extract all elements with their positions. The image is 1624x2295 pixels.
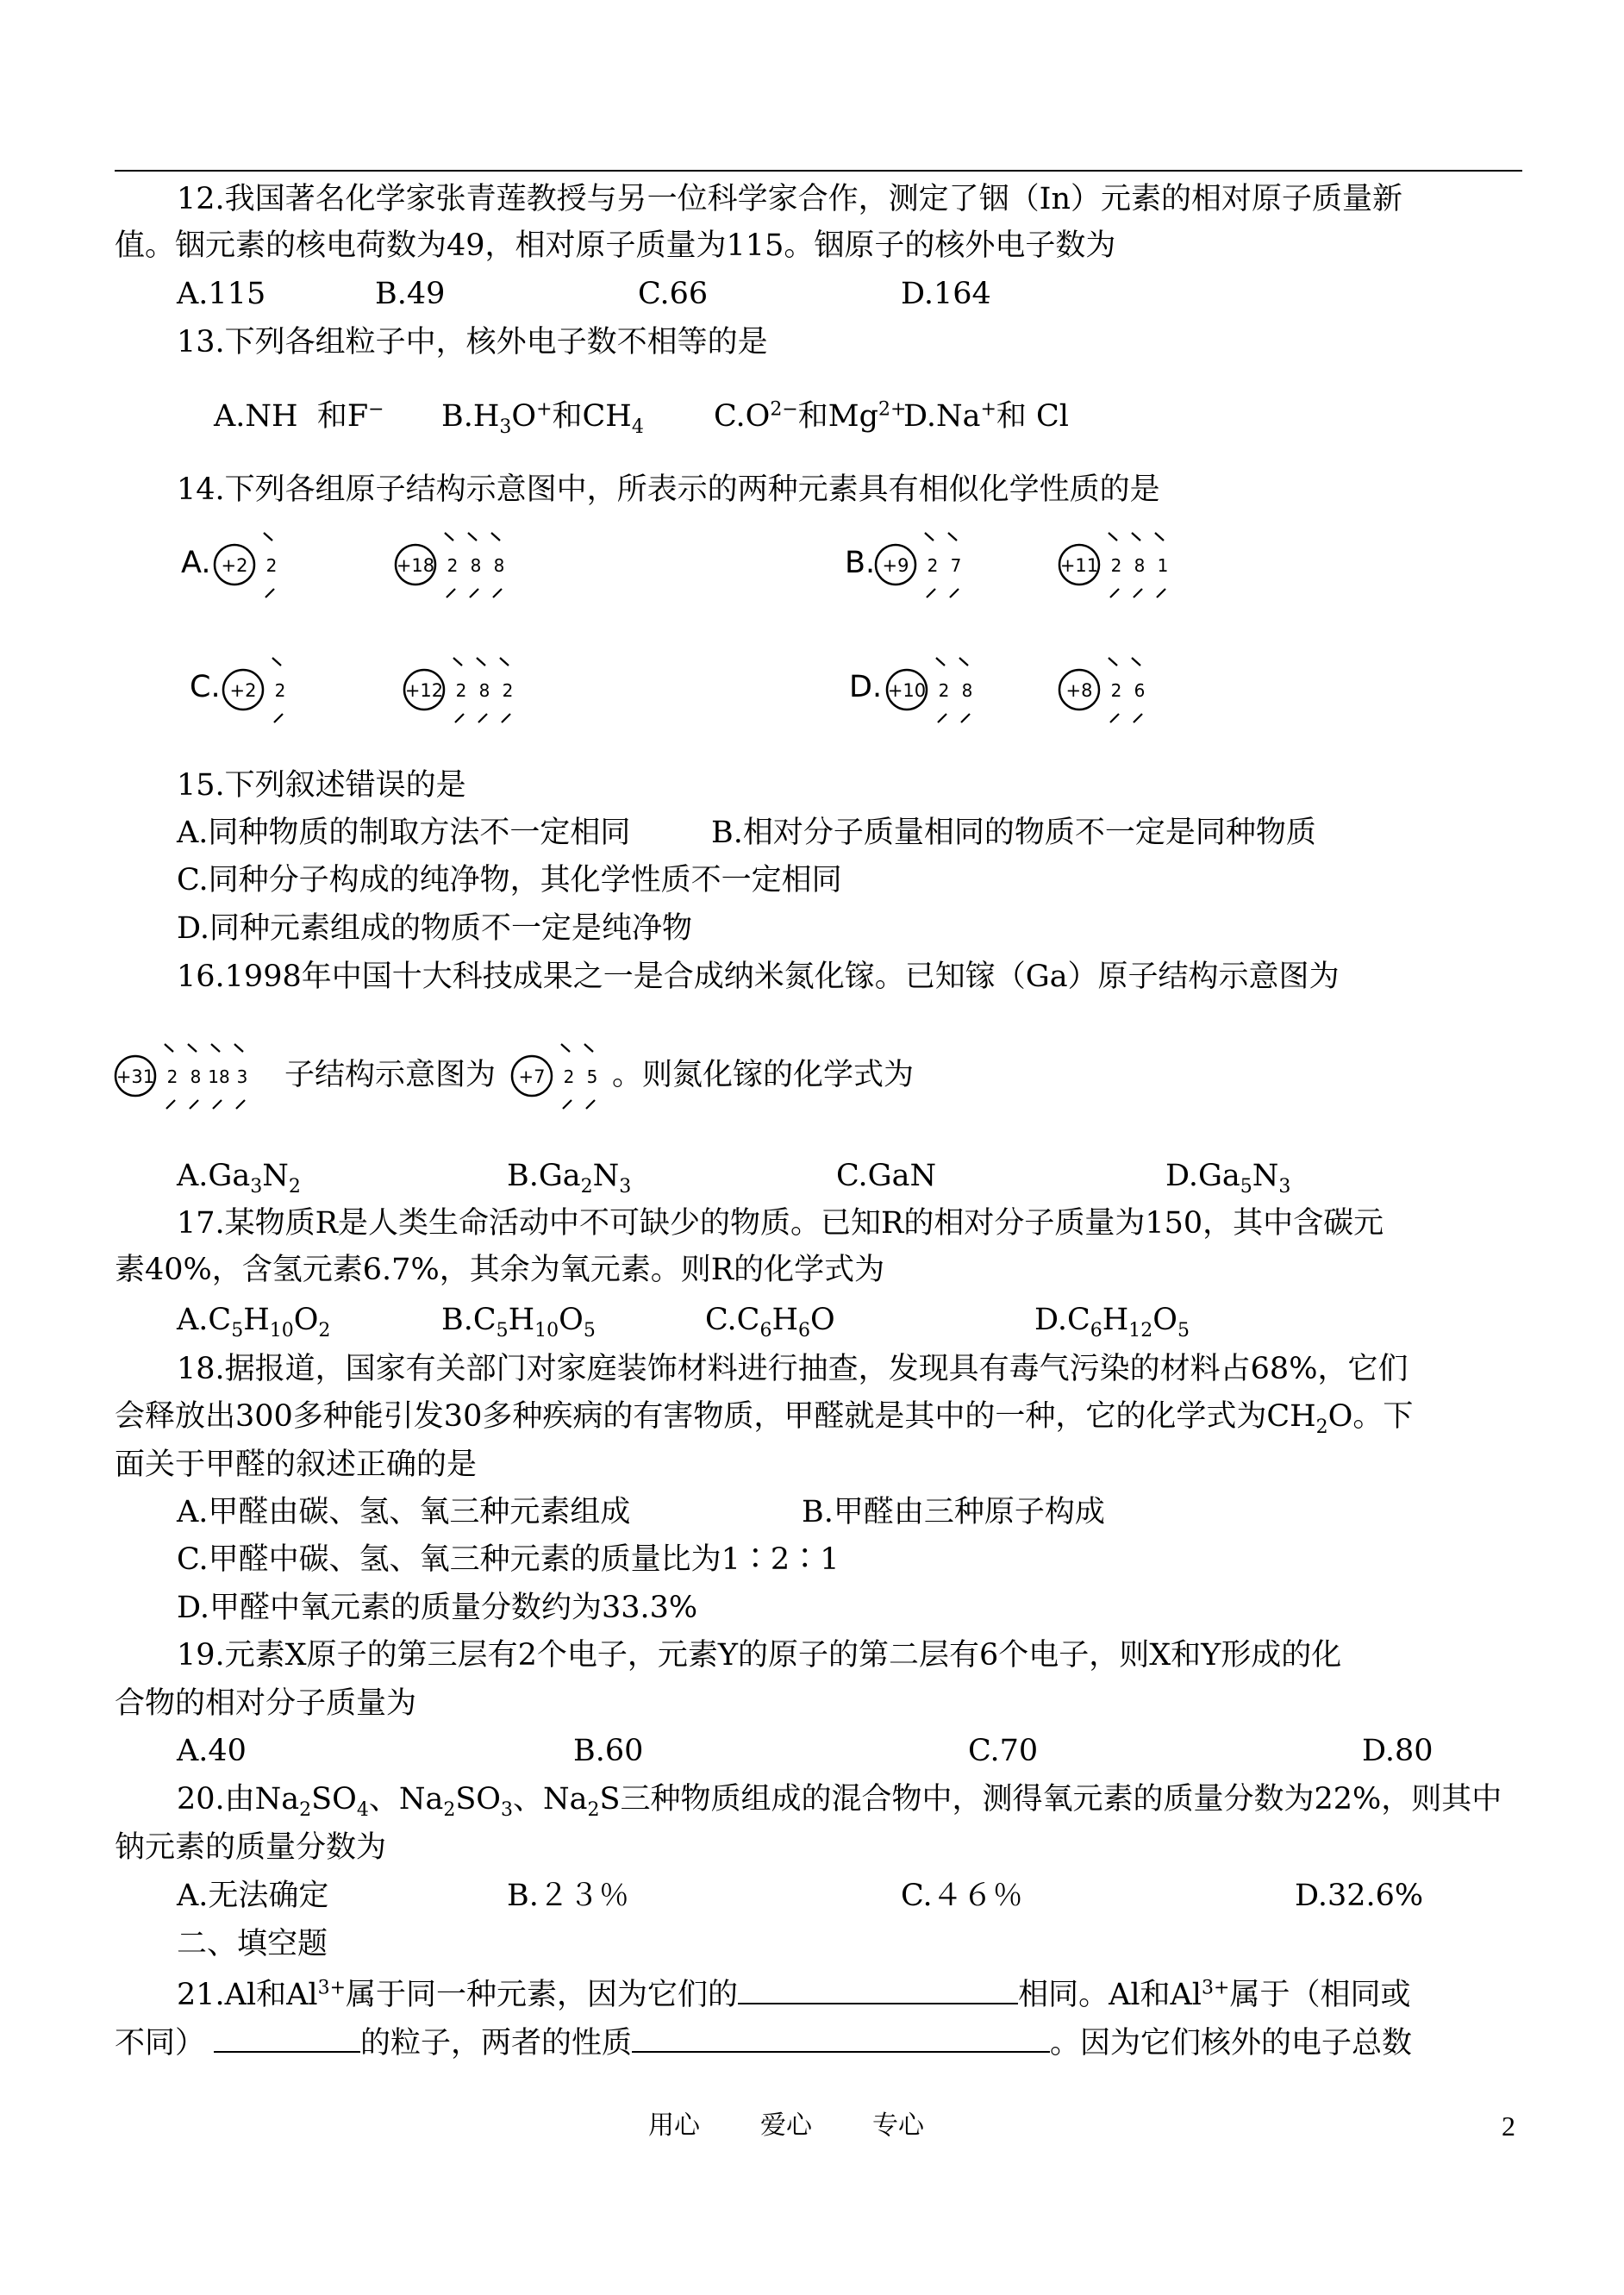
q21-blank-2[interactable]: [214, 2022, 360, 2053]
shell-arc-top: [561, 1044, 570, 1052]
atom-diagram: [392, 517, 565, 612]
q21-blank-3[interactable]: [632, 2022, 1050, 2053]
q16-post-text: 。则氮化镓的化学式为: [612, 1058, 915, 1092]
q20-line1: 20.由$Na_2SO_4$、$Na_2SO_3$、$Na_2S$三种物质组成的混合物中，测得氧元素的质量分数为22%，则其中: [177, 1782, 1502, 1821]
q20-option-c: C.４６％: [901, 1879, 1023, 1913]
shell-electron-count: 7: [950, 555, 962, 576]
q18-option-c: C.甲醛中碳、氢、氧三种元素的质量比为1∶2∶1: [177, 1542, 840, 1577]
shell-arc-bottom: [1134, 589, 1142, 597]
q14-label-b: B.: [845, 546, 876, 580]
shell-arc-bottom: [478, 714, 487, 722]
shell-electron-count: 8: [493, 555, 505, 576]
shell-electron-count: 2: [563, 1066, 575, 1087]
shell-arc-bottom: [447, 589, 455, 597]
shell-arc-top: [165, 1044, 173, 1052]
header-rule: [115, 170, 1522, 172]
shell-electron-count: 8: [190, 1066, 202, 1087]
q21-line2: 不同） 的粒子，两者的性质 。因为它们核外的电子总数: [115, 2022, 1412, 2061]
shell-arc-bottom: [236, 1100, 245, 1109]
q13-option-a: A.NH 和F−: [214, 398, 384, 434]
shell-electron-count: 2: [166, 1066, 178, 1087]
shell-arc-bottom: [166, 1100, 175, 1109]
q20-option-b: B.２３％: [507, 1879, 629, 1913]
q14-label-d: D.: [849, 670, 883, 704]
shell-electron-count: 6: [1134, 680, 1146, 701]
shell-arc-top: [445, 533, 453, 541]
q15-option-d: D.同种元素组成的物质不一定是纯净物: [177, 911, 692, 946]
shell-electron-count: 8: [961, 680, 973, 701]
shell-arc-bottom: [1157, 589, 1165, 597]
shell-electron-count: 2: [265, 555, 278, 576]
q12-option-a: A.115: [177, 277, 266, 311]
atom-diagram-n: [509, 1029, 612, 1123]
q17-line2: 素40%，含氢元素6.7%，其余为氧元素。则R的化学式为: [115, 1253, 885, 1287]
atom-diagram-ga: [112, 1029, 284, 1123]
shell-arc-top: [959, 658, 968, 666]
q18-line2: 会释放出300多种能引发30多种疾病的有害物质，甲醛就是其中的一种，它的化学式为$CH_2O$。下: [115, 1399, 1414, 1438]
nucleus-charge: +9: [882, 555, 909, 576]
q18-option-a: A.甲醛由碳、氢、氧三种元素组成: [177, 1495, 631, 1529]
footer-text-2: 爱心: [760, 2111, 812, 2141]
q18-line1: 18.据报道，国家有关部门对家庭装饰材料进行抽查，发现具有毒气污染的材料占68%，它们: [177, 1352, 1409, 1386]
nucleus-charge: +10: [887, 680, 927, 701]
shell-arc-bottom: [927, 589, 935, 597]
q18-option-b: B.甲醛由三种原子构成: [802, 1495, 1105, 1529]
atom-diagram: [211, 517, 332, 612]
shell-electron-count: 2: [1110, 555, 1122, 576]
q21-line1: 21.Al和$Al^{3+}$属于同一种元素，因为它们的 相同。Al和$Al^{3+}$属于（相同或: [177, 1973, 1410, 2013]
q17-line1: 17.某物质R是人类生命活动中不可缺少的物质。已知R的相对分子质量为150，其中含碳元: [177, 1206, 1384, 1241]
shell-arc-top: [1109, 658, 1117, 666]
shell-arc-top: [1109, 533, 1117, 541]
shell-electron-count: 2: [502, 680, 514, 701]
nucleus-charge: +11: [1059, 555, 1099, 576]
q15-option-b: B.相对分子质量相同的物质不一定是同种物质: [711, 816, 1316, 850]
q15-option-a: A.同种物质的制取方法不一定相同: [177, 816, 631, 850]
shell-arc-top: [264, 533, 272, 541]
shell-electron-count: 2: [927, 555, 939, 576]
shell-arc-top: [584, 1044, 593, 1052]
atom-diagram: [1056, 642, 1194, 737]
q14-label-a: A.: [181, 546, 211, 580]
shell-arc-top: [925, 533, 934, 541]
shell-electron-count: 2: [938, 680, 950, 701]
shell-arc-bottom: [586, 1100, 595, 1109]
q15-stem: 15.下列叙述错误的是: [177, 768, 466, 803]
q13-option-d: D.Na+和 Cl: [903, 398, 1069, 434]
shell-electron-count: 8: [1134, 555, 1146, 576]
nucleus-charge: +2: [221, 555, 248, 576]
shell-electron-count: 2: [1110, 680, 1122, 701]
nucleus-charge: +12: [404, 680, 444, 701]
q16-option-d: $D.Ga_5N_3$: [1165, 1159, 1291, 1198]
shell-arc-bottom: [1134, 714, 1142, 722]
q21-blank-1[interactable]: [738, 1973, 1018, 2004]
q13-option-b: $B.H_3O^+$和$CH_4$: [441, 398, 644, 438]
shell-arc-bottom: [455, 714, 464, 722]
shell-arc-bottom: [563, 1100, 572, 1109]
shell-arc-top: [936, 658, 945, 666]
shell-arc-top: [234, 1044, 243, 1052]
shell-electron-count: 8: [470, 555, 482, 576]
q17-option-b: $B.C_5H_{10}O_5$: [441, 1303, 596, 1341]
q16-option-b: $B.Ga_2N_3$: [507, 1159, 632, 1198]
shell-arc-bottom: [1110, 589, 1119, 597]
shell-electron-count: 18: [208, 1066, 230, 1087]
nucleus-charge: +2: [229, 680, 257, 701]
shell-arc-top: [1132, 533, 1140, 541]
q18-option-d: D.甲醛中氧元素的质量分数约为33.3%: [177, 1591, 698, 1625]
nucleus-charge: +18: [396, 555, 435, 576]
shell-arc-top: [1132, 658, 1140, 666]
q20-option-d: D.32.6%: [1295, 1879, 1424, 1913]
q15-option-c: C.同种分子构成的纯净物，其化学性质不一定相同: [177, 863, 842, 897]
q19-option-d: D.80: [1362, 1734, 1433, 1768]
shell-electron-count: 2: [455, 680, 467, 701]
q13-stem: 13.下列各组粒子中，核外电子数不相等的是: [177, 325, 768, 360]
q14-stem: 14.下列各组原子结构示意图中，所表示的两种元素具有相似化学性质的是: [177, 472, 1160, 507]
footer-text-3: 专心: [872, 2111, 924, 2141]
q19-option-c: C.70: [968, 1734, 1039, 1768]
q16-option-a: $A.Ga_3N_2$: [177, 1159, 301, 1198]
shell-arc-top: [468, 533, 477, 541]
q16-option-c: C.GaN: [836, 1159, 937, 1193]
shell-electron-count: 8: [478, 680, 490, 701]
shell-arc-bottom: [1110, 714, 1119, 722]
q12-line2: 值。铟元素的核电荷数为49，相对原子质量为115。铟原子的核外电子数为: [115, 228, 1116, 263]
nucleus-charge: +31: [116, 1066, 155, 1087]
shell-arc-top: [477, 658, 485, 666]
q17-option-d: $D.C_6H_{12}O_5$: [1034, 1303, 1190, 1341]
shell-arc-bottom: [938, 714, 946, 722]
shell-arc-bottom: [265, 589, 274, 597]
q17-option-c: $C.C_6H_6O$: [705, 1303, 835, 1341]
q18-line3: 面关于甲醛的叙述正确的是: [115, 1448, 478, 1482]
shell-electron-count: 2: [447, 555, 459, 576]
shell-arc-top: [211, 1044, 220, 1052]
atom-diagram: [220, 642, 340, 737]
shell-arc-bottom: [950, 589, 959, 597]
q13-option-c: $C.O^{2-}$和$Mg^{2+}$: [714, 398, 907, 434]
q12-line1: 12.我国著名化学家张青莲教授与另一位科学家合作，测定了铟（In）元素的相对原子质量新: [177, 182, 1403, 216]
shell-arc-top: [491, 533, 500, 541]
footer-text-1: 用心: [648, 2111, 700, 2141]
q19-option-b: B.60: [573, 1734, 644, 1768]
shell-arc-bottom: [493, 589, 502, 597]
q12-option-c: C.66: [638, 277, 709, 311]
shell-arc-bottom: [213, 1100, 222, 1109]
q12-option-b: B.49: [375, 277, 446, 311]
shell-arc-top: [188, 1044, 197, 1052]
atom-diagram: [884, 642, 1021, 737]
shell-arc-bottom: [961, 714, 970, 722]
shell-arc-top: [272, 658, 281, 666]
shell-arc-top: [948, 533, 957, 541]
shell-arc-top: [453, 658, 462, 666]
q14-label-c: C.: [190, 670, 221, 704]
q20-line2: 钠元素的质量分数为: [115, 1830, 387, 1865]
shell-electron-count: 3: [236, 1066, 248, 1087]
shell-electron-count: 5: [586, 1066, 598, 1087]
section-heading: 二、填空题: [177, 1927, 328, 1961]
q17-option-a: $A.C_5H_{10}O_2$: [177, 1303, 331, 1341]
shell-arc-bottom: [274, 714, 283, 722]
shell-electron-count: 2: [274, 680, 286, 701]
q19-option-a: A.40: [177, 1734, 247, 1768]
q12-option-d: D.164: [901, 277, 991, 311]
q19-line2: 合物的相对分子质量为: [115, 1686, 417, 1721]
shell-electron-count: 1: [1157, 555, 1169, 576]
shell-arc-top: [500, 658, 509, 666]
q20-option-a: A.无法确定: [177, 1879, 329, 1913]
shell-arc-bottom: [470, 589, 478, 597]
q16-line1: 16.1998年中国十大科技成果之一是合成纳米氮化镓。已知镓（Ga）原子结构示意图为: [177, 960, 1340, 994]
q19-line1: 19.元素X原子的第三层有2个电子，元素Y的原子的第二层有6个电子，则X和Y形成的化: [177, 1638, 1342, 1673]
shell-arc-top: [1155, 533, 1164, 541]
shell-arc-bottom: [190, 1100, 198, 1109]
shell-arc-bottom: [502, 714, 510, 722]
nucleus-charge: +7: [518, 1066, 546, 1087]
nucleus-charge: +8: [1065, 680, 1093, 701]
atom-diagram: [401, 642, 573, 737]
page-number: 2: [1502, 2111, 1515, 2142]
atom-diagram: [1056, 517, 1228, 612]
q16-mid-text: 子结构示意图为: [284, 1058, 497, 1092]
atom-diagram: [872, 517, 1010, 612]
